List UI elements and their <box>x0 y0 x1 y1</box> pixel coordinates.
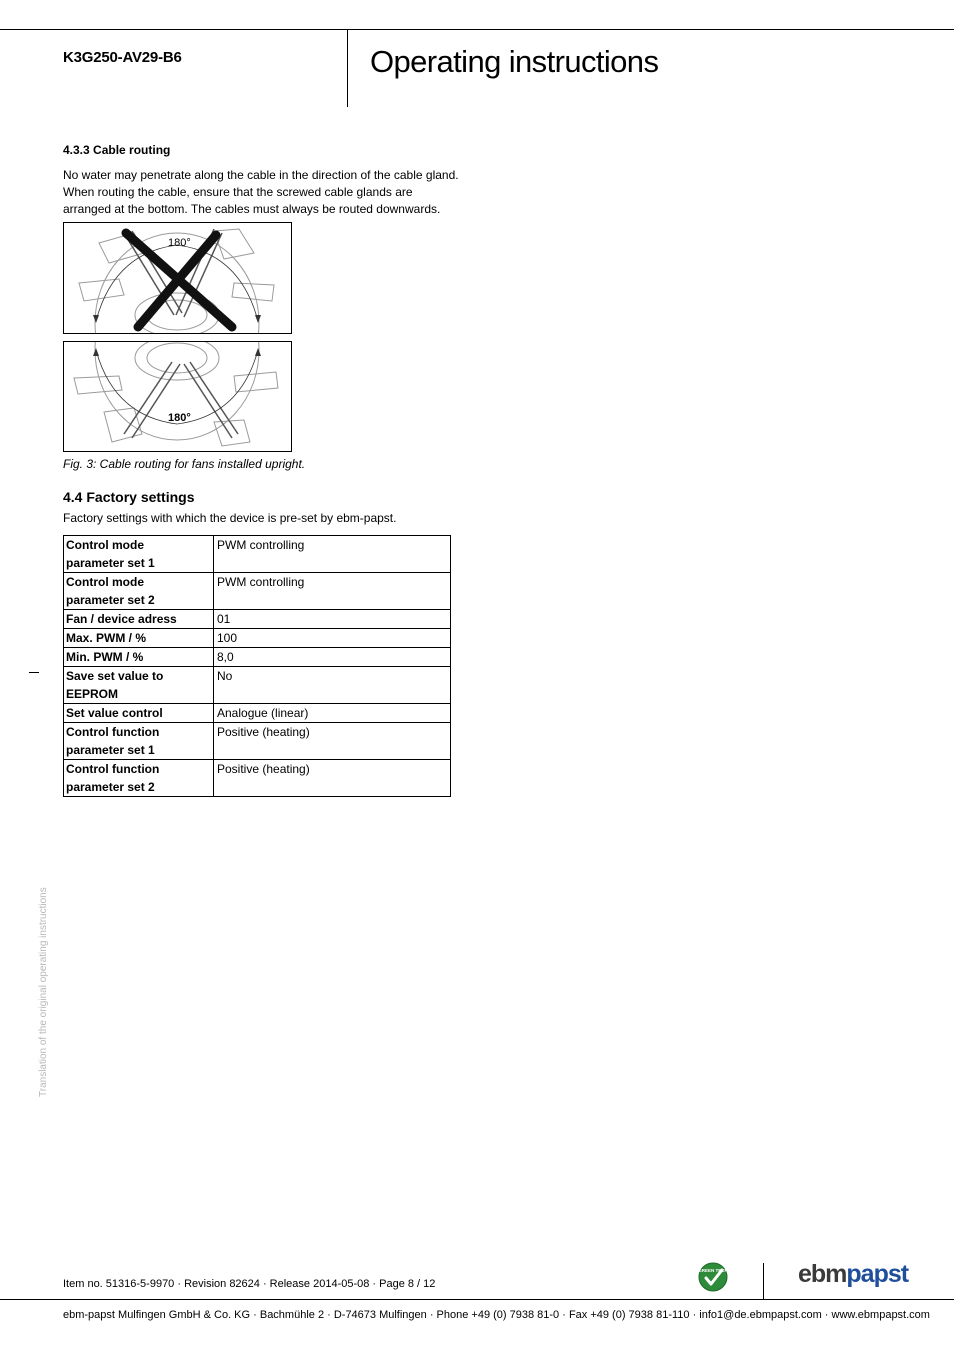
setting-name <box>64 629 214 648</box>
model-number: K3G250-AV29-B6 <box>63 49 182 66</box>
setting-name <box>64 610 214 629</box>
header-divider <box>347 29 348 107</box>
setting-value: 01 <box>214 610 451 629</box>
cable-routing-paragraph <box>63 167 463 218</box>
logo-text-papst: papst <box>846 1260 909 1288</box>
logo-text-ebm: ebm <box>798 1260 847 1288</box>
setting-name <box>64 704 214 723</box>
table-row <box>64 610 451 629</box>
fan-drawing-correct <box>64 342 291 451</box>
setting-name-line: Control mode <box>66 575 144 589</box>
table-row <box>64 629 451 648</box>
setting-value: 8,0 <box>214 648 451 667</box>
page-title: Operating instructions <box>370 44 659 79</box>
setting-name-line: Control mode <box>66 538 144 552</box>
setting-value: 100 <box>214 629 451 648</box>
logo-divider <box>763 1263 764 1299</box>
setting-name-line: Control function <box>66 725 160 739</box>
paragraph-line: No water may penetrate along the cable in the direction of the cable gland. <box>63 168 459 182</box>
footer-rule <box>0 1299 954 1300</box>
paragraph-line: arranged at the bottom. The cables must always be routed downwards. <box>63 202 441 216</box>
setting-name-line: Min. PWM / % <box>66 650 144 664</box>
section-heading-factory-settings: 4.4 Factory settings <box>63 489 195 505</box>
setting-name <box>64 573 214 610</box>
table-row <box>64 760 451 797</box>
setting-name <box>64 760 214 797</box>
setting-name-line: Fan / device adress <box>66 612 177 626</box>
margin-fold-mark <box>29 672 39 673</box>
table-row <box>64 648 451 667</box>
setting-name <box>64 667 214 704</box>
factory-settings-table <box>63 535 451 797</box>
section-heading-cable-routing: 4.3.3 Cable routing <box>63 143 171 157</box>
setting-value: Positive (heating) <box>214 760 451 797</box>
angle-label-top: 180° <box>168 237 191 249</box>
setting-name-line: parameter set 1 <box>66 556 155 570</box>
figure-caption: Fig. 3: Cable routing for fans installed upright. <box>63 457 306 471</box>
setting-name-line: parameter set 2 <box>66 593 155 607</box>
setting-value: PWM controlling <box>214 573 451 610</box>
side-note-translation: Translation of the original operating instructions <box>38 887 49 1097</box>
setting-name <box>64 536 214 573</box>
header-top-rule <box>0 29 954 30</box>
setting-name-line: EEPROM <box>66 687 119 701</box>
factory-settings-intro: Factory settings with which the device is pre-set by ebm-papst. <box>63 511 397 525</box>
table-row <box>64 536 451 573</box>
table-row <box>64 573 451 610</box>
setting-name-line: parameter set 1 <box>66 743 155 757</box>
setting-name-line: Control function <box>66 762 160 776</box>
company-address: ebm-papst Mulfingen GmbH & Co. KG · Bachmühle 2 · D-74673 Mulfingen · Phone +49 (0) 7938 81-0 · Fax +49 (0) 7938 81-110 · info1@de.ebmpapst.com · www.ebmpapst.com <box>63 1309 930 1321</box>
angle-label-bottom: 180° <box>168 412 191 424</box>
table-row <box>64 704 451 723</box>
fan-drawing-wrong <box>64 223 291 333</box>
setting-value: No <box>214 667 451 704</box>
item-revision-line: Item no. 51316-5-9970 · Revision 82624 · Release 2014-05-08 · Page 8 / 12 <box>63 1278 436 1290</box>
badge-text: GREEN TECH <box>698 1268 728 1273</box>
setting-value: Positive (heating) <box>214 723 451 760</box>
green-tech-checkmark-icon <box>697 1261 729 1293</box>
table-row <box>64 667 451 704</box>
ebmpapst-logo <box>798 1260 908 1289</box>
table-row <box>64 723 451 760</box>
figure-cable-routing-correct <box>63 341 292 452</box>
setting-name-line: Max. PWM / % <box>66 631 147 645</box>
figure-cable-routing-wrong <box>63 222 292 334</box>
setting-value: Analogue (linear) <box>214 704 451 723</box>
paragraph-line: When routing the cable, ensure that the screwed cable glands are <box>63 185 413 199</box>
setting-name-line: Set value control <box>66 706 163 720</box>
setting-value: PWM controlling <box>214 536 451 573</box>
setting-name <box>64 648 214 667</box>
setting-name-line: parameter set 2 <box>66 780 155 794</box>
setting-name-line: Save set value to <box>66 669 164 683</box>
setting-name <box>64 723 214 760</box>
